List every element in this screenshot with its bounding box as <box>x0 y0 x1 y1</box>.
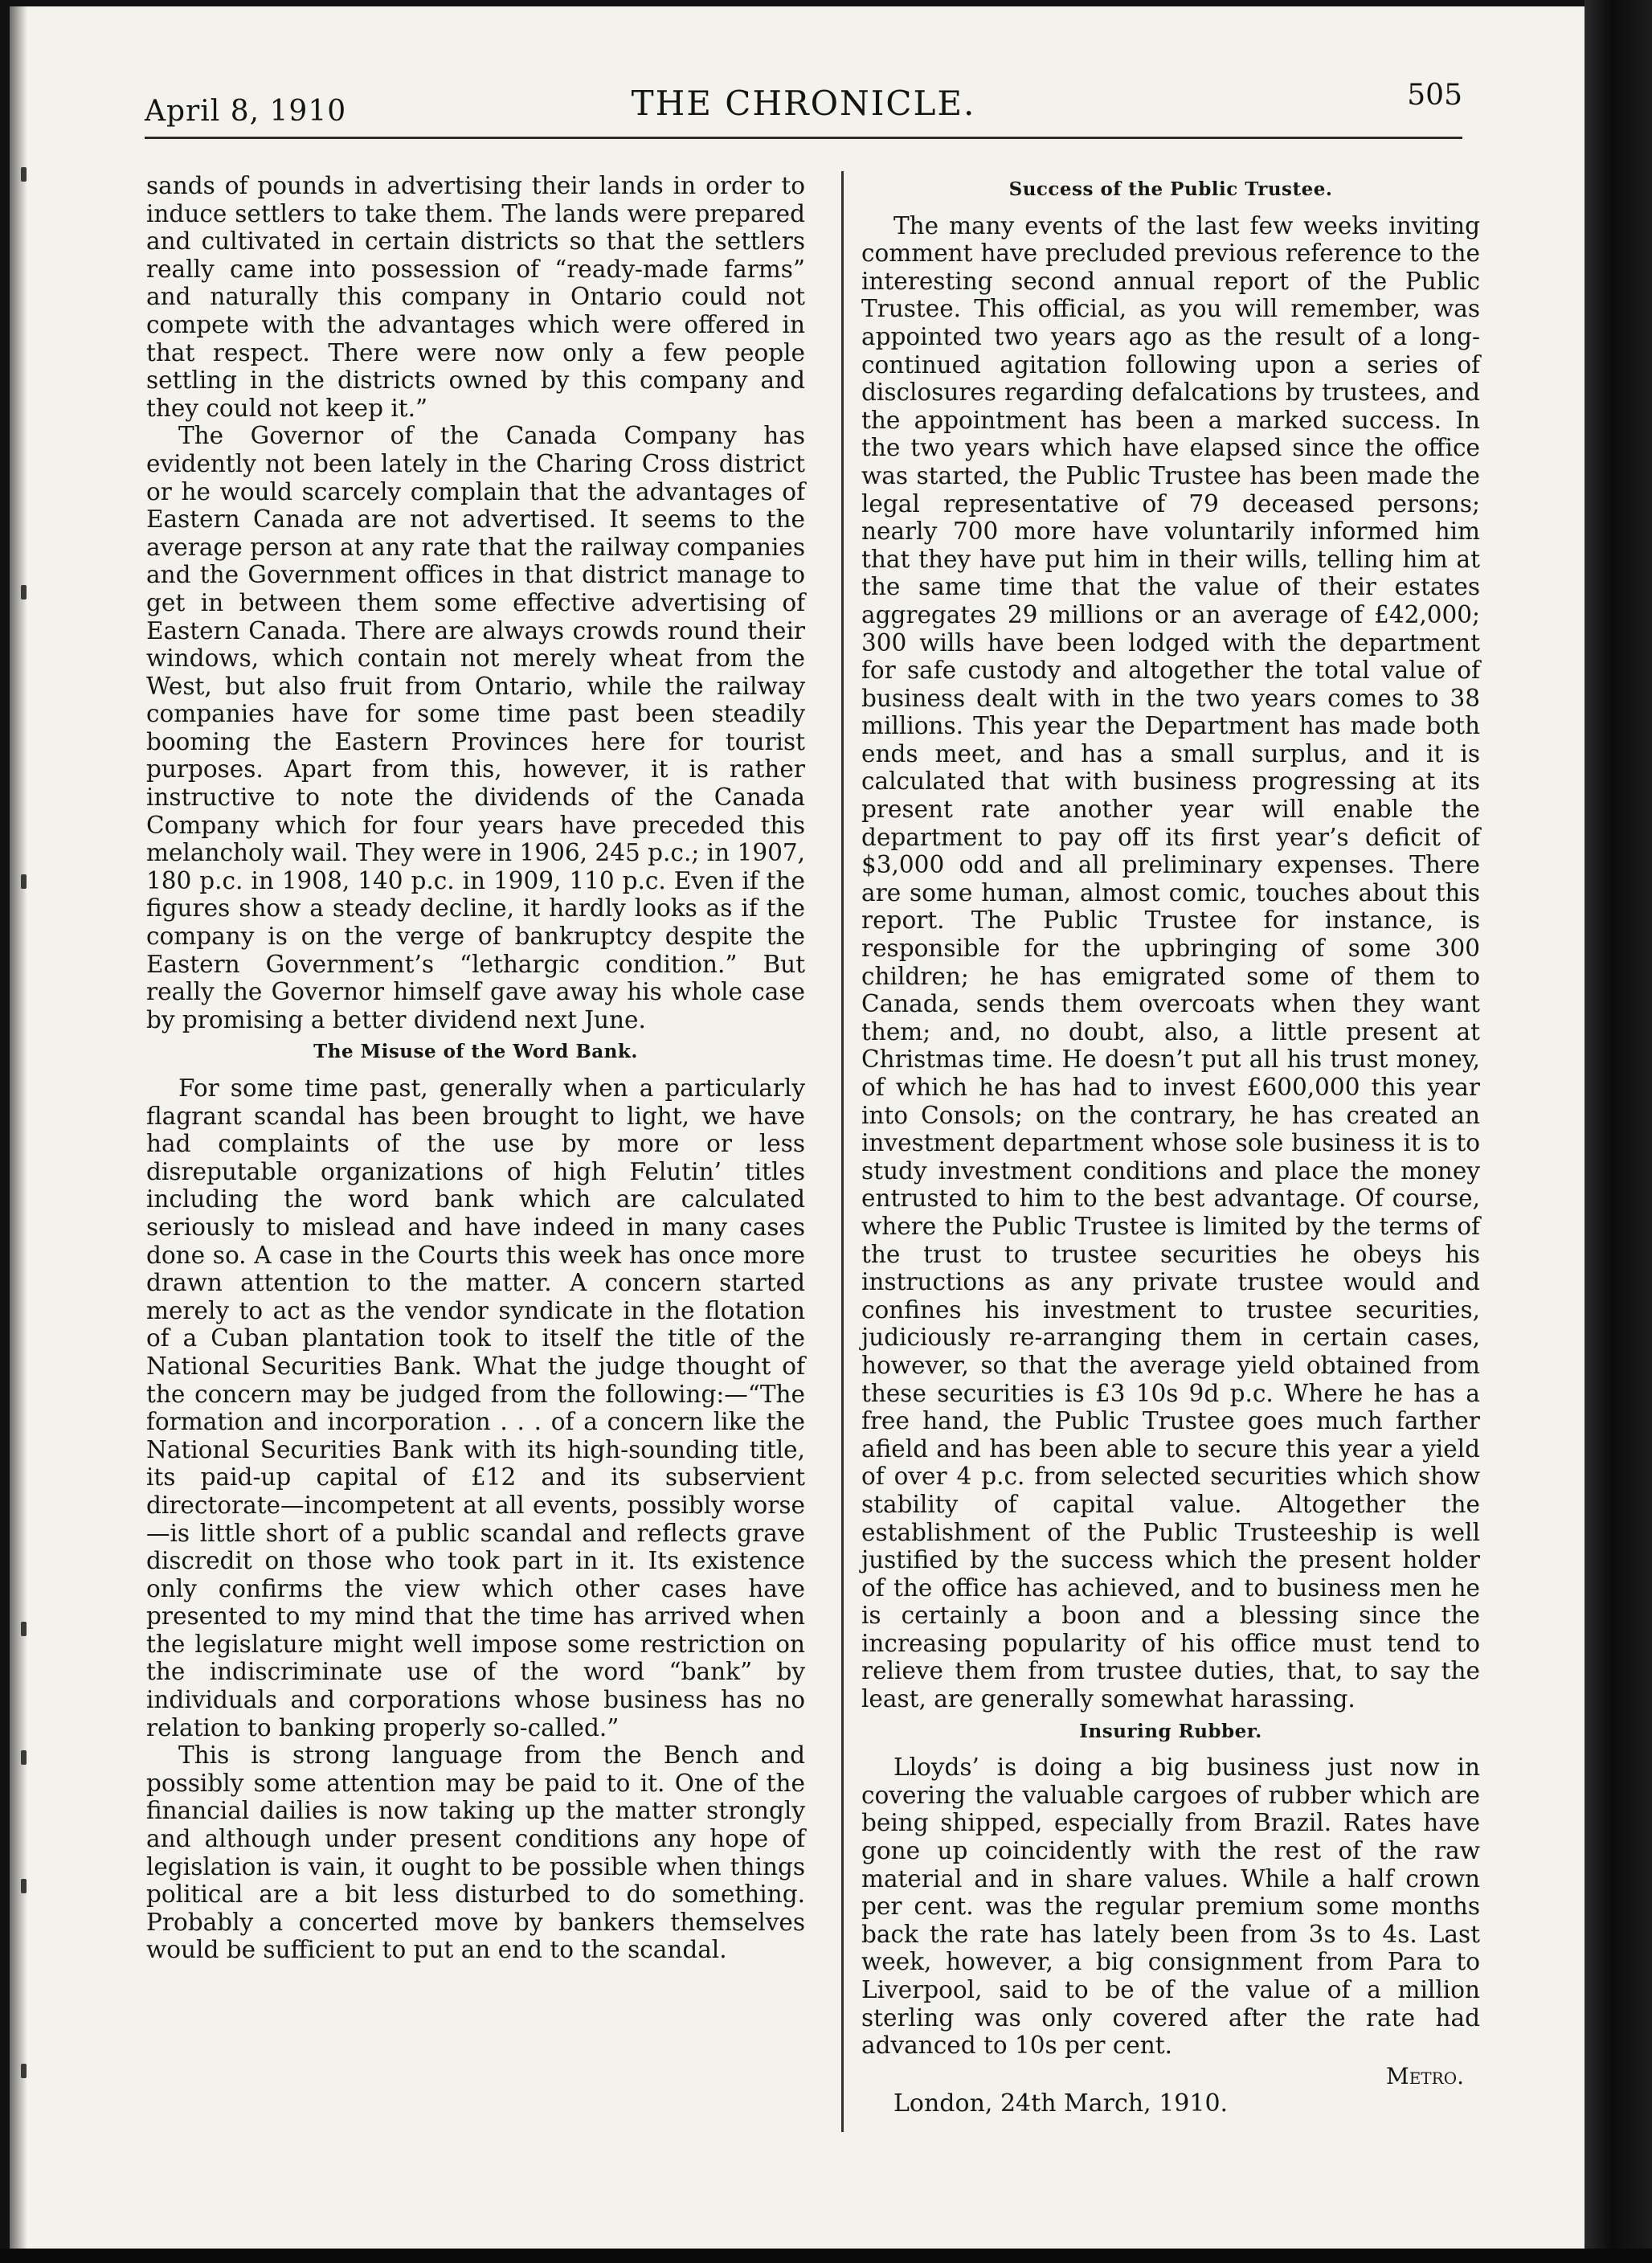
section-heading-bank: The Misuse of the Word Bank. <box>313 1041 638 1063</box>
book-edge <box>1585 0 1652 2263</box>
margin-mark <box>21 167 27 182</box>
paragraph: sands of pounds in advertising their lands in order to induce settlers to take them. The lands were prepared and cultivated in certain districts so that the settlers really came into possession of “ready-made farms” and naturally this company in Ontario could not compete with the advantages which were offered in that respect. There were now only a few people settling in the districts owned by this company and they could not keep it.” <box>146 172 805 422</box>
header-rule <box>145 137 1462 139</box>
page-header <box>145 79 1462 135</box>
margin-mark <box>21 2064 27 2078</box>
margin-mark <box>21 1622 27 1636</box>
column-divider <box>841 171 844 2132</box>
paragraph: This is strong language from the Bench and possibly some attention may be paid to it. One of the financial dailies is now taking up the matter strongly and although under present conditions any hope of legislation is vain, it ought to be possible when things political are a bit less disturbed to do something. Probably a concerted move by bankers themselves would be sufficient to put an end to the scandal. <box>146 1741 805 1964</box>
publication-title: THE CHRONICLE. <box>631 84 976 123</box>
author-signoff: Metro. <box>1386 2062 1464 2089</box>
right-column <box>861 171 1480 2118</box>
section-heading-rubber: Insuring Rubber. <box>1079 1720 1262 1742</box>
paragraph: For some time past, generally when a particularly flagrant scandal has been brought to light, we have had complaints of the use by more or less disreputable organizations of high Felutin’ titles including the word bank which are calculated seriously to mislead and have indeed in many cases done so. A case in the Courts this week has once more drawn attention to the matter. A concern started merely to act as the vendor syndicate in the flotation of a Cuban plantation took to itself the title of the National Securities Bank. What the judge thought of the concern may be judged from the following:—“The formation and incorporation . . . of a concern like the National Securities Bank with its high-sounding title, its paid-up capital of £12 and its subservient directorate—incompetent at all events, possibly worse—is little short of a public scandal and reflects grave discredit on those who took part in it. Its existence only confirms the view which other cases have presented to my mind that the time has arrived when the legislature might well impose some restriction on the indiscriminate use of the word “bank” by individuals and corporations whose business has no relation to banking properly so-called.” <box>146 1074 805 1741</box>
scan-border <box>0 2249 1652 2263</box>
paragraph: Lloyds’ is doing a big business just now in covering the valuable cargoes of rubber which are being shipped, especially from Brazil. Rates have gone up coincidently with the rest of the raw material and in share values. While a half crown per cent. was the regular premium some months back the rate has lately been from 3s to 4s. Last week, however, a big consignment from Para to Liverpool, said to be of the value of a million sterling was only covered after the rate had advanced to 10s per cent. <box>861 1754 1480 2060</box>
issue-date: April 8, 1910 <box>145 95 347 128</box>
margin-mark <box>21 874 27 889</box>
margin-mark <box>21 585 27 600</box>
dateline: London, 24th March, 1910. <box>893 2089 1229 2118</box>
page-number: 505 <box>1407 79 1462 112</box>
newspaper-page <box>10 6 1585 2249</box>
left-column <box>146 172 805 1964</box>
paragraph: The many events of the last few weeks inviting comment have precluded previous reference to the interesting second annual report of the Public Trustee. This official, as you will remember, was appointed two years ago as the result of a long-continued agitation following upon a series of disclosures regarding defalcations by trustees, and the appointment has been a marked success. In the two years which have elapsed since the office was started, the Public Trustee has been made the legal representative of 79 deceased persons; nearly 700 more have voluntarily informed him that they have put him in their wills, telling him at the same time that the value of their estates aggregates 29 millions or an average of £42,000; 300 wills have been lodged with the department for safe custody and altogether the total value of business dealt with in the two years comes to 38 millions. This year the Department has made both ends meet, and has a small surplus, and it is calculated that with business progressing at its present rate another year will enable the department to pay off its first year’s deficit of $3,000 odd and all preliminary expenses. There are some human, almost comic, touches about this report. The Public Trustee for instance, is responsible for the upbringing of some 300 children; he has emigrated some of them to Canada, sends them overcoats when they want them; and, no doubt, also, a little present at Christmas time. He doesn’t put all his trust money, of which he has had to invest £600,000 this year into Consols; on the contrary, he has created an investment department whose sole business it is to study investment conditions and place the money entrusted to him to the best advantage. Of course, where the Public Trustee is limited by the terms of the trust to trustee securities he obeys his instructions as any private trustee would and confines his investment to trustee securities, judiciously re-arranging them in certain cases, however, so that the average yield obtained from these securities is £3 10s 9d p.c. Where he has a free hand, the Public Trustee goes much farther afield and has been able to secure this year a yield of over 4 p.c. from selected securities which show stability of capital value. Altogether the establishment of the Public Trusteeship is well justified by the success which the present holder of the office has achieved, and to business men he is certainly a boon and a blessing since the increasing popularity of his office must tend to relieve them from trustee duties, that, to say the least, are generally somewhat harassing. <box>861 211 1480 1713</box>
margin-mark <box>21 1750 27 1765</box>
paragraph: The Governor of the Canada Company has evidently not been lately in the Charing Cross district or he would scarcely complain that the advantages of Eastern Canada are not advertised. It seems to the average person at any rate that the railway companies and the Government offices in that district manage to get in between them some effective advertising of Eastern Canada. There are always crowds round their windows, which contain not merely wheat from the West, but also fruit from Ontario, while the railway companies have for some time past been steadily booming the Eastern Provinces here for tourist purposes. Apart from this, however, it is rather instructive to note the dividends of the Canada Company which for four years have preceded this melancholy wail. They were in 1906, 245 p.c.; in 1907, 180 p.c. in 1908, 140 p.c. in 1909, 110 p.c. Even if the figures show a steady decline, it hardly looks as if the company is on the verge of bankruptcy despite the Eastern Government’s “lethargic condition.” But really the Governor himself gave away his whole case by promising a better dividend next June. <box>146 422 805 1033</box>
margin-mark <box>21 1879 27 1893</box>
section-heading-trustee: Success of the Public Trustee. <box>1008 178 1333 200</box>
binding-shadow <box>10 6 27 2249</box>
